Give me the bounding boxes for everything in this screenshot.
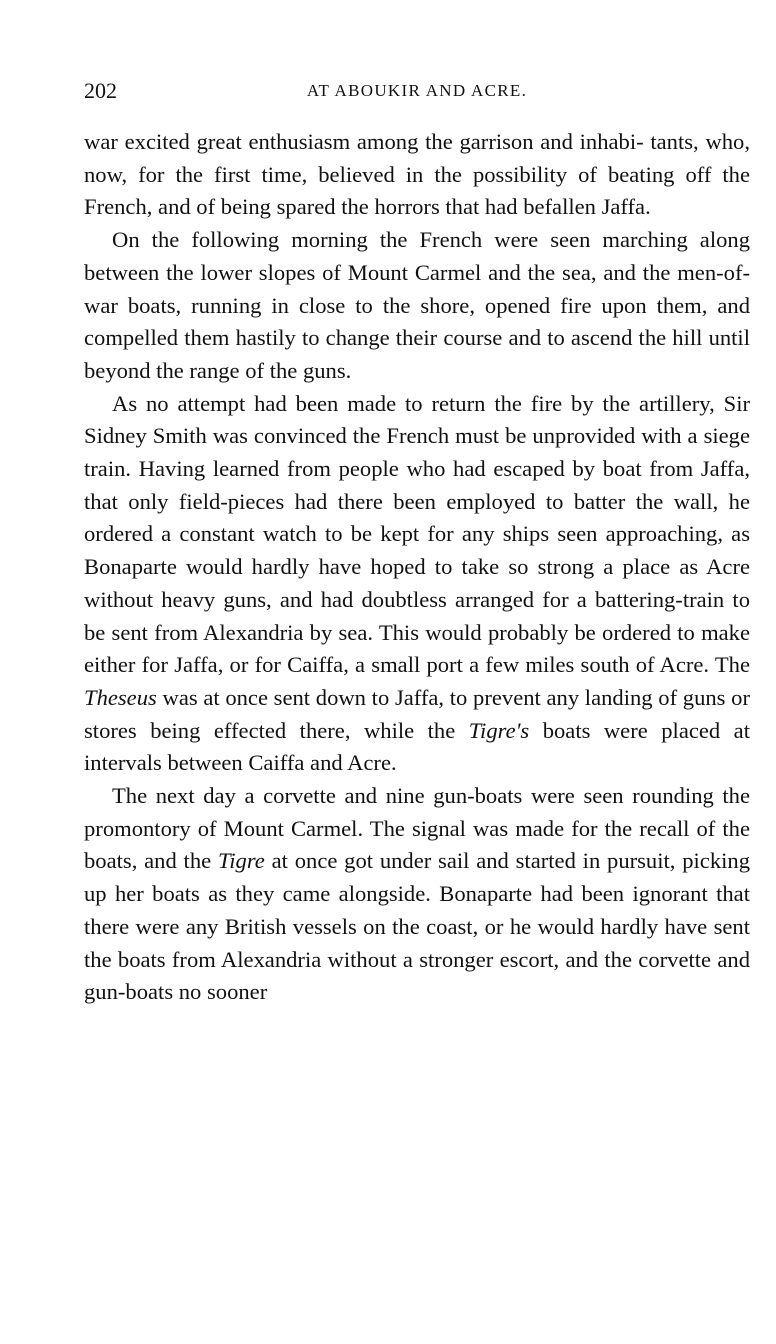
body-text [84, 126, 750, 1009]
ship-name: Theseus [84, 684, 157, 710]
text-segment: On the following morning the French were seen marching along between the lower slopes of Mount Carmel and the sea, and the men-of-war boats, running in close to the shore, opened fire upon them, and compelled them hastily to change their course and to ascend the hill until beyond the range of the guns. [84, 227, 750, 383]
text-segment: at once got under sail and started in pursuit, picking up her boats as they came alongside. Bonaparte had been ignorant that there were any British vessels on the coast, or he would hardly have sent the boats from Alexandria without a stronger escort, and the corvette and gun-boats no sooner [84, 848, 751, 1005]
text-segment: boats were placed at intervals between Caiffa and Acre. [84, 717, 750, 776]
page-number: 202 [84, 78, 117, 103]
book-page [84, 76, 750, 1009]
ship-name: Tigre's [468, 717, 530, 743]
text-segment: As no attempt had been made to return the fire by the artillery, Sir Sidney Smith was convinced the French must be unprovided with a siege train. Having learned from people who had escaped by boat from Jaffa, that only field-pieces had there been employed to batter the wall, he ordered a constant watch to be kept for any ships seen approaching, as Bonaparte would hardly have hoped to take so strong a place as Acre without heavy guns, and had doubtless arranged for a battering-train to be sent from Alexandria by sea. This would probably be ordered to make either for Jaffa, or for Caiffa, a small port a few miles south of Acre. The [84, 390, 750, 678]
paragraph [84, 780, 750, 1009]
text-segment: was at once sent down to Jaffa, to prevent any landing of guns or stores being effected there, while the [84, 684, 750, 743]
text-segment: war excited great enthusiasm among the garrison and inhabi- tants, who, now, for the first time, believed in the possibility of beating off the French, and of being spared the horrors that had befallen Jaffa. [84, 129, 750, 220]
running-title: AT ABOUKIR AND ACRE. [306, 81, 528, 100]
paragraph [84, 224, 750, 388]
ship-name: Tigre [217, 848, 265, 874]
text-segment: The next day a corvette and nine gun-boats were seen rounding the promontory of Mount Carmel. The signal was made for the recall of the boats, and the [84, 783, 750, 874]
page-header [84, 76, 750, 106]
paragraph [84, 126, 750, 224]
paragraph [84, 388, 750, 780]
